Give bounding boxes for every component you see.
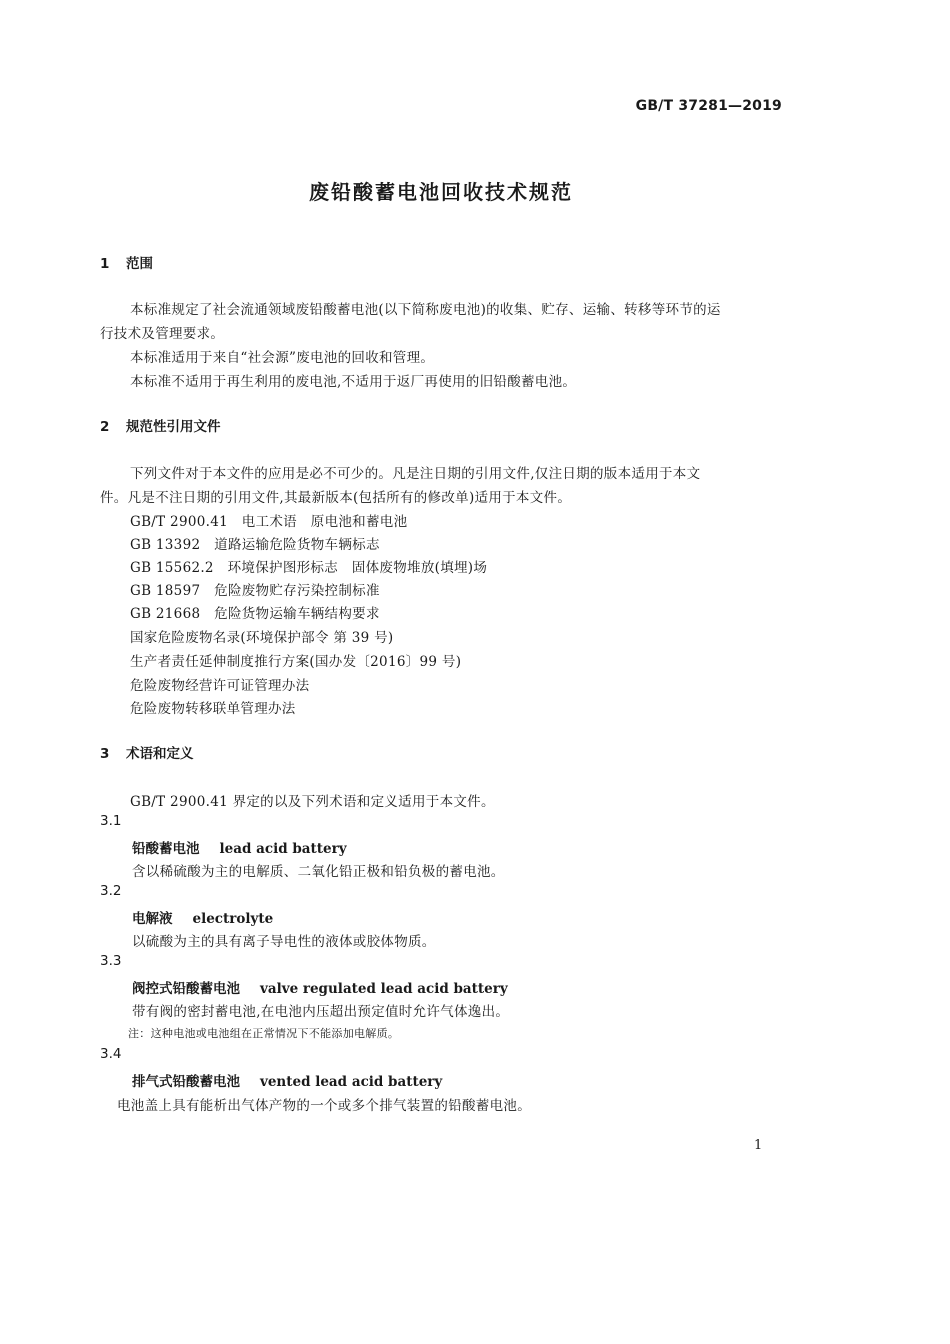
- document-title: 废铅酸蓄电池回收技术规范: [309, 180, 573, 204]
- reference-item: GB 13392 道路运输危险货物车辆标志: [130, 537, 380, 553]
- term-definition: 以硫酸为主的具有离子导电性的液体或胶体物质。: [132, 934, 436, 950]
- section-title: 规范性引用文件: [126, 419, 221, 435]
- paragraph: 本标准不适用于再生利用的废电池,不适用于返厂再使用的旧铅酸蓄电池。: [130, 374, 577, 390]
- term-number: 3.4: [100, 1046, 122, 1062]
- term-zh: 电解液: [132, 911, 173, 927]
- reference-item: GB/T 2900.41 电工术语 原电池和蓄电池: [130, 514, 408, 530]
- term-name: [132, 977, 508, 997]
- section-title: 范围: [126, 256, 153, 272]
- term-definition: 含以稀硫酸为主的电解质、二氧化铅正极和铅负极的蓄电池。: [132, 864, 505, 880]
- section-title: 术语和定义: [126, 746, 194, 762]
- section-number: 3: [100, 746, 110, 762]
- term-en: vented lead acid battery: [260, 1074, 443, 1090]
- section-number: 1: [100, 256, 110, 272]
- standard-code: GB/T 37281—2019: [635, 98, 782, 114]
- term-definition: 带有阀的密封蓄电池,在电池内压超出预定值时允许气体逸出。: [132, 1004, 510, 1020]
- reference-item: 国家危险废物名录(环境保护部令 第 39 号): [130, 630, 394, 646]
- term-definition: 电池盖上具有能析出气体产物的一个或多个排气装置的铅酸蓄电池。: [117, 1098, 531, 1114]
- paragraph-line: 下列文件对于本文件的应用是必不可少的。凡是注日期的引用文件,仅注日期的版本适用于本文: [130, 466, 701, 482]
- paragraph-line: 行技术及管理要求。: [100, 326, 225, 342]
- term-number: 3.1: [100, 813, 122, 829]
- paragraph: GB/T 2900.41 界定的以及下列术语和定义适用于本文件。: [130, 794, 495, 810]
- term-name: [132, 907, 273, 927]
- term-name: [132, 1070, 442, 1090]
- reference-item: 危险废物经营许可证管理办法: [130, 678, 310, 694]
- section-heading-scope: [100, 252, 153, 272]
- section-heading-terms-definitions: [100, 742, 194, 762]
- term-name: [132, 837, 347, 857]
- page-number: 1: [754, 1138, 763, 1153]
- term-en: lead acid battery: [219, 841, 347, 857]
- section-heading-normative-references: [100, 415, 221, 435]
- paragraph: 本标准适用于来自“社会源”废电池的回收和管理。: [130, 350, 435, 366]
- term-en: valve regulated lead acid battery: [260, 981, 508, 997]
- term-number: 3.2: [100, 883, 122, 899]
- term-zh: 排气式铅酸蓄电池: [132, 1074, 240, 1090]
- reference-item: GB 15562.2 环境保护图形标志 固体废物堆放(填埋)场: [130, 560, 488, 576]
- term-en: electrolyte: [192, 911, 274, 927]
- term-number: 3.3: [100, 953, 122, 969]
- term-note: 注：这种电池或电池组在正常情况下不能添加电解质。: [128, 1027, 400, 1040]
- reference-item: GB 21668 危险货物运输车辆结构要求: [130, 606, 380, 622]
- paragraph-line: 件。凡是不注日期的引用文件,其最新版本(包括所有的修改单)适用于本文件。: [100, 490, 572, 506]
- reference-item: 生产者责任延伸制度推行方案(国办发〔2016〕99 号): [130, 654, 462, 670]
- section-number: 2: [100, 419, 110, 435]
- term-zh: 铅酸蓄电池: [132, 841, 200, 857]
- reference-item: GB 18597 危险废物贮存污染控制标准: [130, 583, 380, 599]
- paragraph-line: 本标准规定了社会流通领域废铅酸蓄电池(以下简称废电池)的收集、贮存、运输、转移等环节的运: [130, 302, 721, 318]
- reference-item: 危险废物转移联单管理办法: [130, 701, 296, 717]
- term-zh: 阀控式铅酸蓄电池: [132, 981, 240, 997]
